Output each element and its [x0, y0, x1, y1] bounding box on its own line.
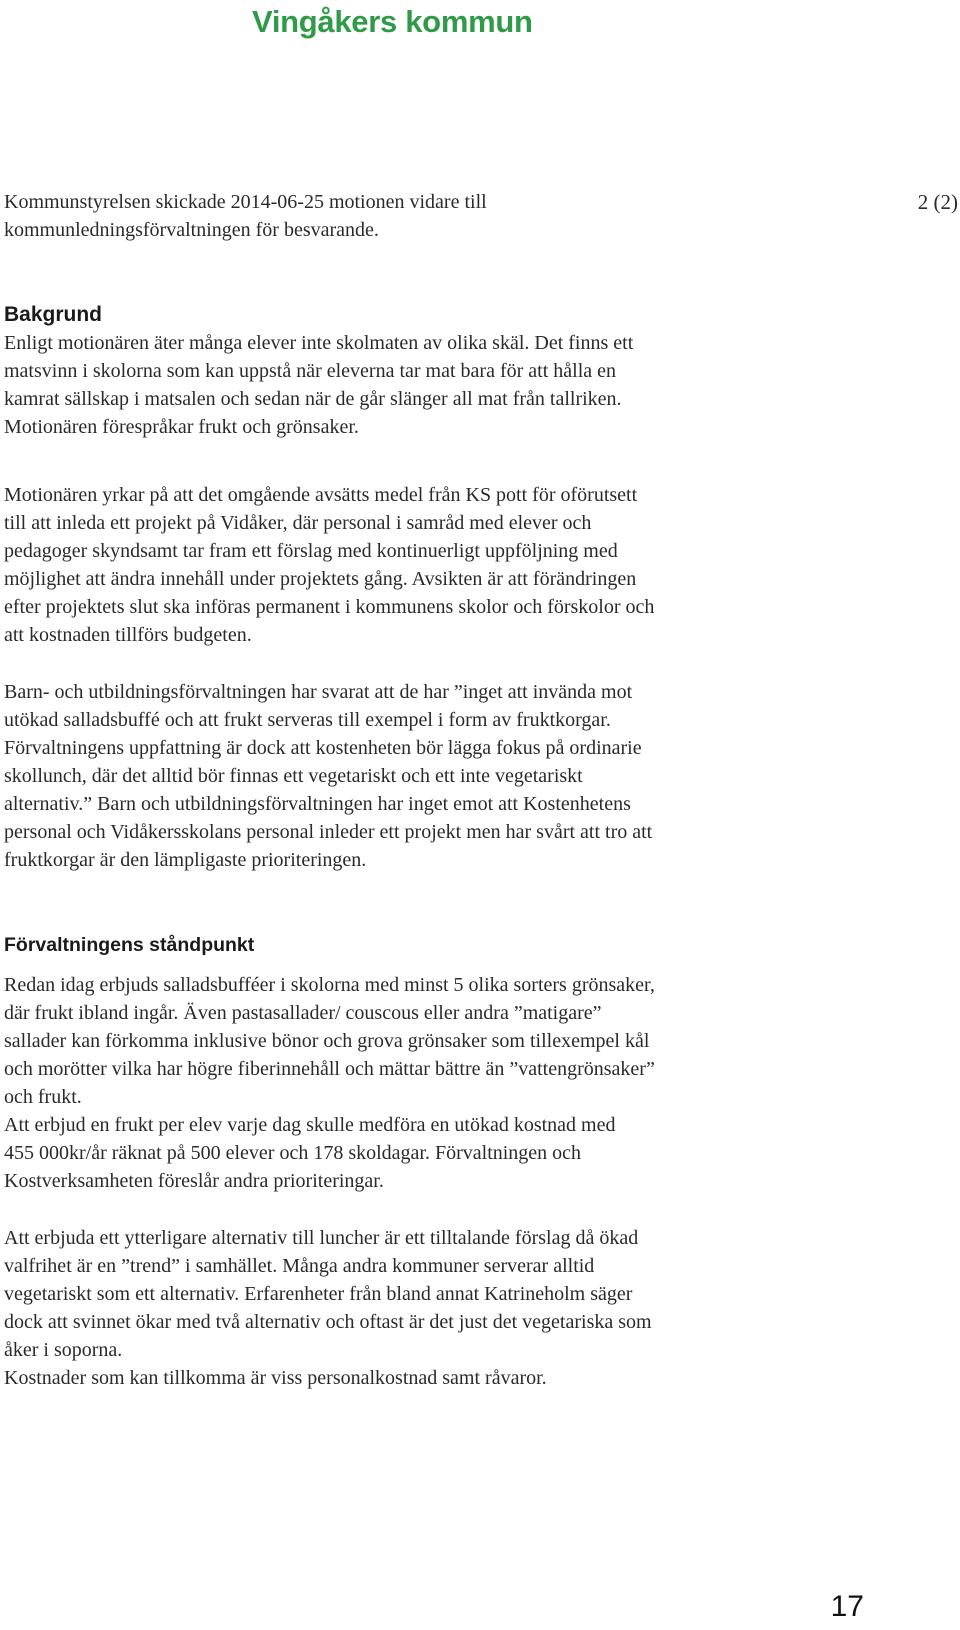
- section-heading-standpunkt: Förvaltningens ståndpunkt: [4, 934, 255, 956]
- text-line: möjlighet att ändra innehåll under projektets gång. Avsikten är att förändringen: [4, 568, 637, 590]
- standpunkt-paragraph-2: [4, 1224, 652, 1392]
- text-line: Motionären yrkar på att det omgående avsätts medel från KS pott för oförutsett: [4, 484, 638, 506]
- text-line: fruktkorgar är den lämpligaste prioriteringen.: [4, 849, 367, 871]
- text-line: Redan idag erbjuds salladsbufféer i skolorna med minst 5 olika sorters grönsaker,: [4, 974, 655, 996]
- text-line: dock att svinnet ökar med två alternativ och oftast är det just det vegetariska som: [4, 1311, 652, 1333]
- text-line: vegetariskt som ett alternativ. Erfarenheter från bland annat Katrineholm säger: [4, 1283, 633, 1305]
- page-number: 17: [830, 1590, 864, 1623]
- text-line: Enligt motionären äter många elever inte skolmaten av olika skäl. Det finns ett: [4, 332, 634, 354]
- text-line: personal och Vidåkersskolans personal inleder ett projekt men har svårt att tro att: [4, 821, 653, 843]
- bakgrund-paragraph-2: [4, 481, 654, 649]
- text-line: sallader kan förkomma inklusive bönor och grova grönsaker som tillexempel kål: [4, 1030, 650, 1052]
- text-line: Att erbjuda ett ytterligare alternativ till luncher är ett tilltalande förslag då ökad: [4, 1227, 639, 1249]
- standpunkt-paragraph-1: [4, 971, 655, 1195]
- text-line: att kostnaden tillförs budgeten.: [4, 624, 252, 646]
- text-line: utökad salladsbuffé och att frukt serveras till exempel i form av fruktkorgar.: [4, 709, 611, 731]
- text-line: och morötter vilka har högre fiberinnehåll och mättar bättre än ”vattengrönsaker”: [4, 1058, 655, 1080]
- municipality-logo: Vingåkers kommun: [252, 4, 533, 39]
- text-line: åker i soporna.: [4, 1339, 123, 1361]
- text-line: Att erbjud en frukt per elev varje dag skulle medföra en utökad kostnad med: [4, 1114, 616, 1136]
- text-line: matsvinn i skolorna som kan uppstå när eleverna tar mat bara för att hålla en: [4, 360, 617, 382]
- text-line: kommunledningsförvaltningen för besvarande.: [4, 219, 379, 241]
- text-line: Kommunstyrelsen skickade 2014-06-25 motionen vidare till: [4, 191, 487, 213]
- text-line: Förvaltningens uppfattning är dock att kostenheten bör lägga fokus på ordinarie: [4, 737, 642, 759]
- intro-paragraph: [4, 188, 704, 244]
- section-heading-bakgrund: Bakgrund: [4, 303, 103, 326]
- text-line: och frukt.: [4, 1086, 82, 1108]
- text-line: skollunch, där det alltid bör finnas ett vegetariskt och ett inte vegetariskt: [4, 765, 583, 787]
- text-line: valfrihet är en ”trend” i samhället. Många andra kommuner serverar alltid: [4, 1255, 595, 1277]
- text-line: till att inleda ett projekt på Vidåker, där personal i samråd med elever och: [4, 512, 592, 534]
- text-line: Barn- och utbildningsförvaltningen har svarat att de har ”inget att invända mot: [4, 681, 633, 703]
- text-line: alternativ.” Barn och utbildningsförvaltningen har inget emot att Kostenhetens: [4, 793, 631, 815]
- text-line: pedagoger skyndsamt tar fram ett förslag med kontinuerligt uppföljning med: [4, 540, 618, 562]
- text-line: kamrat sällskap i matsalen och sedan när de går slänger all mat från tallriken.: [4, 388, 622, 410]
- bakgrund-paragraph-3: [4, 678, 652, 874]
- bakgrund-paragraph-1: [4, 329, 633, 441]
- page-indicator: 2 (2): [917, 190, 958, 214]
- text-line: där frukt ibland ingår. Även pastasallader/ couscous eller andra ”matigare”: [4, 1002, 602, 1024]
- text-line: 455 000kr/år räknat på 500 elever och 178 skoldagar. Förvaltningen och: [4, 1142, 582, 1164]
- text-line: efter projektets slut ska införas permanent i kommunens skolor och förskolor och: [4, 596, 655, 618]
- text-line: Motionären förespråkar frukt och grönsaker.: [4, 416, 359, 438]
- text-line: Kostverksamheten föreslår andra prioriteringar.: [4, 1170, 384, 1192]
- text-line: Kostnader som kan tillkomma är viss personalkostnad samt råvaror.: [4, 1367, 547, 1389]
